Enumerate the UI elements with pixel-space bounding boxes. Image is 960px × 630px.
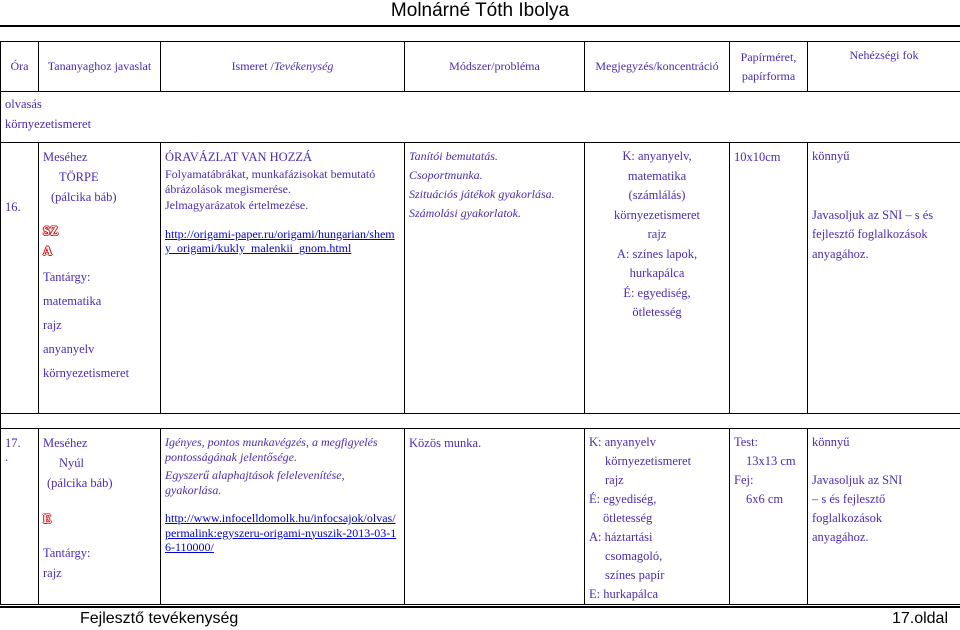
row16-subject-2: rajz xyxy=(43,318,62,332)
row17-k1: K: anyanyelv xyxy=(589,435,656,449)
row16-papir-cell xyxy=(730,143,808,414)
row16-mark-a: A xyxy=(43,244,53,258)
row16-method-2: Csoportmunka. xyxy=(409,168,483,182)
row16-nehezseg-cell xyxy=(808,143,960,414)
row16-modszer-cell xyxy=(405,143,585,414)
row16-k2: matematika xyxy=(627,168,687,183)
row17-p2: 13x13 cm xyxy=(746,454,796,468)
row17-num: 17. xyxy=(5,436,21,450)
lesson-table xyxy=(0,41,960,605)
row17-tananyag-cell xyxy=(39,429,161,605)
subject-line-1: olvasás xyxy=(5,97,42,111)
row17-k2: környezetismeret xyxy=(605,454,692,468)
row17-k3: rajz xyxy=(605,473,624,487)
row16-text-1: Folyamatábrákat, munkafázisokat bemutató ábrázolások megismerése. xyxy=(165,167,376,196)
row17-name: Nyúl xyxy=(59,456,84,470)
row17-k4: É: egyediség, xyxy=(589,492,657,506)
row17-k5: ötletesség xyxy=(603,511,653,525)
row16-note: Javasoljuk az SNI – s és fejlesztő foglalkozások anyagához. xyxy=(812,207,934,261)
row16-k1: K: anyanyelv, xyxy=(622,149,692,163)
table-row xyxy=(1,143,960,414)
row17-num-cell xyxy=(1,429,39,605)
subject-line-2: környezetismeret xyxy=(5,117,92,131)
row17-k9: E: hurkapálca xyxy=(589,587,659,601)
row16-k4: környezetismeret xyxy=(613,207,701,222)
table-row xyxy=(1,429,960,605)
header-papir-a: Papírméret, xyxy=(740,49,797,64)
row17-k8: színes papír xyxy=(605,568,665,582)
row17-method-1: Közös munka. xyxy=(409,436,482,450)
row17-mark-e: E xyxy=(43,512,52,526)
header-ora: Óra xyxy=(1,42,39,92)
row17-subject-1: rajz xyxy=(43,566,62,580)
header-papir xyxy=(730,42,808,92)
row17-modszer-cell xyxy=(405,429,585,605)
row16-k7: hurkapálca xyxy=(629,266,685,280)
row16-num: 16. xyxy=(5,200,21,214)
footer-page-number: 17.oldal xyxy=(891,610,948,627)
row17-ismeret-cell xyxy=(161,429,405,605)
header-papir-b: papírforma xyxy=(741,68,796,83)
row16-ismeret-cell xyxy=(161,143,405,414)
header-ismeret-a: Ismeret / xyxy=(231,59,274,73)
row16-k8: É: egyediség, xyxy=(623,285,691,300)
row16-subject-4: környezetismeret xyxy=(43,366,130,380)
title-rule xyxy=(0,25,960,27)
row16-subject-1: matematika xyxy=(43,294,102,308)
row16-level: könnyű xyxy=(812,149,850,163)
row17-nehezseg-cell xyxy=(808,429,960,605)
row16-tantargy: Tantárgy: xyxy=(43,270,91,284)
row16-mark-sz: SZ xyxy=(43,224,59,238)
subject-cell xyxy=(1,92,960,143)
row16-head: ÓRAVÁZLAT VAN HOZZÁ xyxy=(165,150,313,164)
row16-size: 10x10cm xyxy=(734,150,781,164)
row17-dot: . xyxy=(5,450,9,464)
spacer-cell xyxy=(1,414,960,429)
row16-megjegyzes-cell xyxy=(585,143,730,414)
row17-p1: Test: xyxy=(734,435,759,449)
row17-meséhez: Meséhez xyxy=(43,436,88,450)
row17-megjegyzes-cell xyxy=(585,429,730,605)
row17-link[interactable]: http://www.infocelldomolk.hu/infocsajok/olvas/permalink:egyszeru-origami-nyuszik-2013-03-16-110000/ xyxy=(165,511,397,554)
row16-k9: ötletesség xyxy=(632,305,682,319)
row17-type: (pálcika báb) xyxy=(47,476,113,490)
row17-p3: Fej: xyxy=(734,473,754,487)
subject-row xyxy=(1,92,960,143)
footer-left: Fejlesztő tevékenység xyxy=(80,610,239,627)
row17-p4: 6x6 cm xyxy=(746,492,784,506)
row16-method-1: Tanítói bemutatás. xyxy=(409,149,498,163)
row17-note: Javasoljuk az SNI – s és fejlesztő foglalkozások anyagához. xyxy=(812,473,903,544)
row17-papir-cell xyxy=(730,429,808,605)
row17-level: könnyű xyxy=(812,435,850,449)
row16-link[interactable]: http://origami-paper.ru/origami/hungarian/shemy_origami/kukly_malenkii_gnom.html xyxy=(165,226,395,255)
row17-text-1: Igényes, pontos munkavégzés, a megfigyelés pontosságának jelentősége. xyxy=(165,435,378,464)
header-ismeret-b: Tevékenység xyxy=(273,59,334,73)
row17-text-2: Egyszerű alaphajtások felelevenítése, gyakorlása. xyxy=(165,468,345,497)
header-modszer: Módszer/probléma xyxy=(405,42,585,92)
row16-type: (pálcika báb) xyxy=(51,190,117,204)
header-megjegyzes: Megjegyzés/koncentráció xyxy=(585,42,730,92)
document-title: Molnárné Tóth Ibolya xyxy=(390,0,570,21)
footer-rule xyxy=(0,606,960,608)
row16-name: TÖRPE xyxy=(59,170,99,184)
row16-tananyag-cell xyxy=(39,143,161,414)
row16-k3: (számlálás) xyxy=(628,188,686,202)
header-nehezseg: Nehézségi fok xyxy=(808,42,960,92)
row16-text-2: Jelmagyarázatok értelmezése. xyxy=(165,198,309,212)
header-row xyxy=(1,42,960,92)
row17-k6: A: háztartási xyxy=(589,530,653,544)
row16-k6: A: színes lapok, xyxy=(616,246,698,261)
row16-method-4: Számolási gyakorlatok. xyxy=(409,206,521,220)
row16-method-3: Szituációs játékok gyakorlása. xyxy=(409,187,555,201)
row17-k7: csomagoló, xyxy=(605,549,663,563)
row16-meséhez: Meséhez xyxy=(43,150,88,164)
row16-k5: rajz xyxy=(647,227,667,241)
spacer-row xyxy=(1,414,960,429)
row17-tantargy: Tantárgy: xyxy=(43,546,91,560)
row16-subject-3: anyanyelv xyxy=(43,342,95,356)
header-tananyag: Tananyaghoz javaslat xyxy=(39,42,161,92)
row16-num-cell xyxy=(1,143,39,414)
header-ismeret xyxy=(161,42,405,92)
